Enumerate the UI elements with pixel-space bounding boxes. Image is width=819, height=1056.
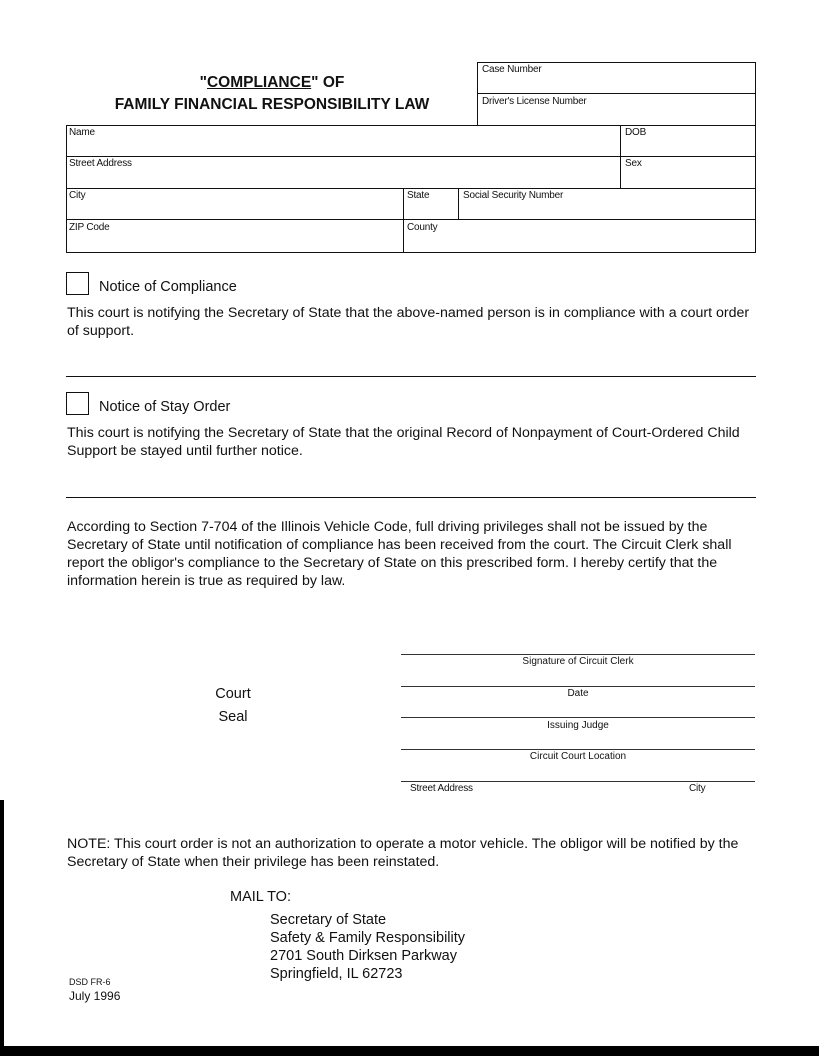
form-date: July 1996 [69,989,121,1003]
date-label: Date [567,688,589,699]
name-field[interactable]: Name [69,127,95,138]
zip-code-field[interactable]: ZIP Code [69,222,110,233]
judge-line[interactable] [401,717,755,718]
divider [66,188,756,189]
ssn-field[interactable]: Social Security Number [463,190,564,201]
court-location-line[interactable] [401,749,755,750]
certification-text: According to Section 7-704 of the Illinois Vehicle Code, full driving privileges shall not be issued by the Secretary of State until notification of compliance has been received from the court. The Circuit Clerk shall report the obligor's compliance to the Secretary of State on this prescribed form. I hereby certify that the information herein is true as required by law. [67,519,732,589]
address-line: Safety & Family Responsibility [270,930,466,946]
divider [477,93,756,94]
dob-field[interactable]: DOB [625,127,647,138]
court-address-line[interactable] [401,781,755,782]
city-field[interactable]: City [69,190,86,201]
divider [66,156,756,157]
note-text: NOTE: This court order is not an authorization to operate a motor vehicle. The obligor will be notified by the Secretary of State when their privilege has been reinstated. [67,836,739,870]
clerk-signature-line[interactable] [401,654,755,655]
divider [403,188,404,252]
court-seal-line2: Seal [218,709,248,725]
stay-order-label: Notice of Stay Order [99,399,231,415]
judge-label: Issuing Judge [547,720,609,731]
personal-info-table [66,125,756,253]
compliance-checkbox[interactable] [66,272,89,295]
drivers-license-field[interactable]: Driver's License Number [482,96,587,107]
clerk-signature-label: Signature of Circuit Clerk [522,656,634,667]
scan-edge-bottom [0,1046,819,1056]
court-city-label: City [689,783,706,794]
form-title-line1: "COMPLIANCE" OF [199,74,345,91]
divider [620,125,621,188]
scan-edge-left [0,800,4,1056]
divider [66,376,756,377]
date-line[interactable] [401,686,755,687]
address-line: Secretary of State [270,912,387,928]
county-field[interactable]: County [407,222,438,233]
divider [458,188,459,220]
title-compliance: COMPLIANCE [206,74,312,91]
form-title-line2: FAMILY FINANCIAL RESPONSIBILITY LAW [114,96,430,113]
court-seal-line1: Court [215,686,251,702]
address-line: Springfield, IL 62723 [270,966,403,982]
stay-order-checkbox[interactable] [66,392,89,415]
mail-to-label: MAIL TO: [230,889,291,905]
court-street-label: Street Address [410,783,473,794]
divider [66,497,756,498]
form-id: DSD FR-6 [69,977,111,987]
address-line: 2701 South Dirksen Parkway [270,948,457,964]
sex-field[interactable]: Sex [625,158,642,169]
case-number-field[interactable]: Case Number [482,64,542,75]
court-location-label: Circuit Court Location [529,751,627,762]
stay-order-text: This court is notifying the Secretary of State that the original Record of Nonpayment of Court-Ordered Child Support be stayed until further notice. [67,425,740,459]
street-address-field[interactable]: Street Address [69,158,132,169]
title-of: OF [318,74,345,91]
compliance-text: This court is notifying the Secretary of State that the above-named person is in compliance with a court order of support. [67,305,750,339]
compliance-label: Notice of Compliance [99,279,237,295]
state-field[interactable]: State [407,190,430,201]
divider [66,219,756,220]
